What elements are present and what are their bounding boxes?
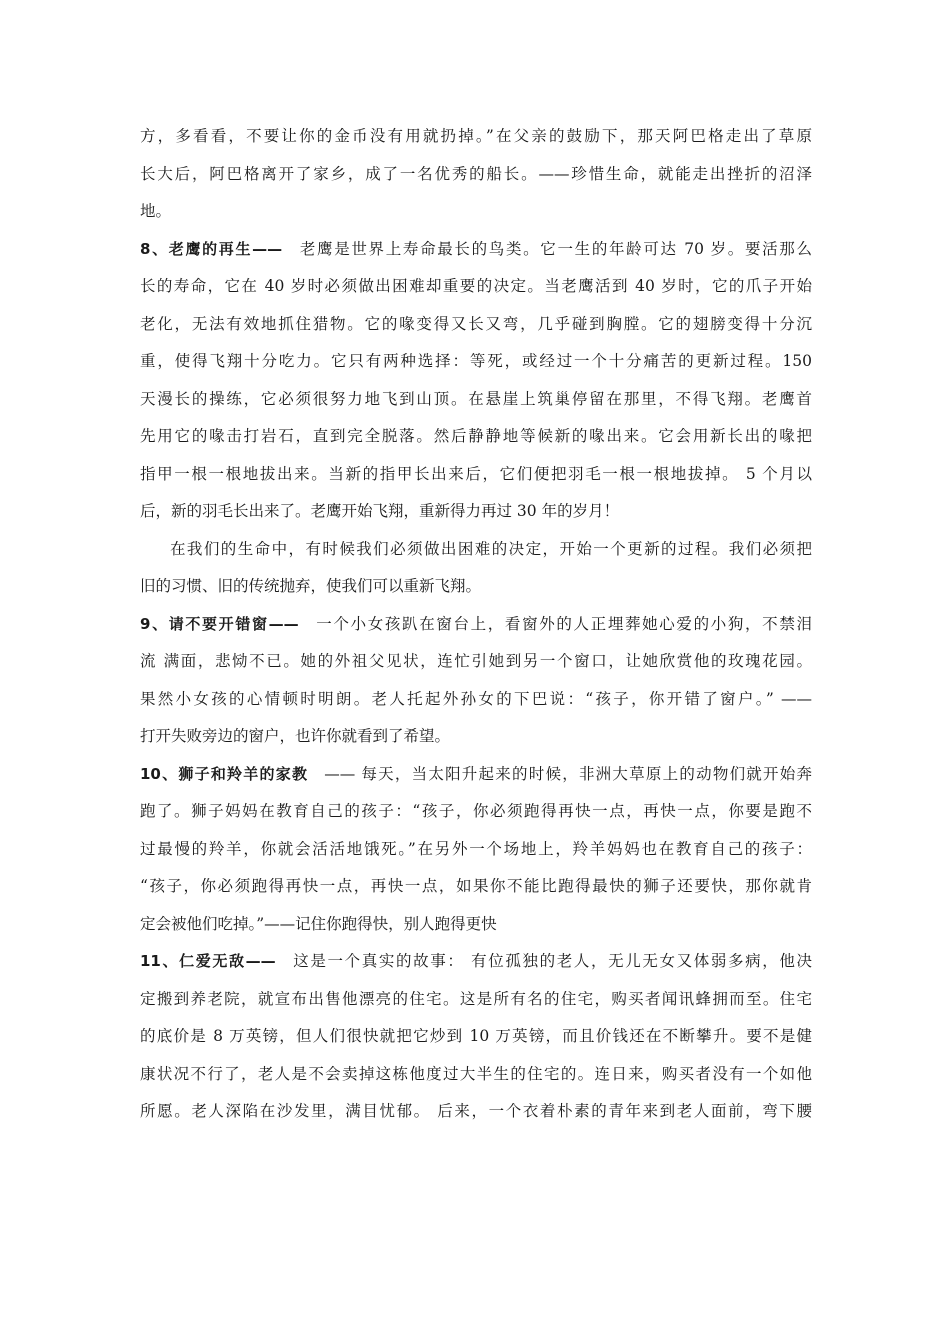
paragraph-line: 打开失败旁边的窗户，也许你就看到了希望。 bbox=[140, 727, 451, 745]
story-9-title: 9、请不要开错窗—— bbox=[140, 614, 299, 633]
story-10-first-line bbox=[140, 756, 812, 794]
paragraph-line: 后，新的羽毛长出来了。老鹰开始飞翔，重新得力再过 30 年的岁月！ bbox=[140, 502, 620, 520]
paragraph-line: 康状况不行了，老人是不会卖掉这栋他度过大半生的住宅的。连日来，购买者没有一个如他 bbox=[140, 1064, 812, 1083]
paragraph-line: 过最慢的羚羊，你就会活活地饿死。”在另外一个场地上，羚羊妈妈也在教育自己的孩子： bbox=[140, 839, 812, 858]
paragraph-line: 跑了。狮子妈妈在教育自己的孩子：“孩子，你必须跑得再快一点，再快一点，你要是跑不 bbox=[140, 802, 812, 820]
paragraph-line: 方，多看看，不要让你的金币没有用就扔掉。”在父亲的鼓励下，那天阿巴格走出了草原 bbox=[140, 127, 812, 145]
paragraph-text: 老鹰是世界上寿命最长的鸟类。它一生的年龄可达 70 岁。要活那么 bbox=[298, 239, 812, 258]
paragraph-line: 定会被他们吃掉。”——记住你跑得快，别人跑得更快 bbox=[140, 914, 497, 933]
paragraph-line: 长的寿命，它在 40 岁时必须做出困难却重要的决定。当老鹰活到 40 岁时，它的爪子开始 bbox=[140, 277, 812, 295]
paragraph-line: 流 满面，悲恸不已。她的外祖父见状，连忙引她到另一个窗口，让她欣赏他的玫瑰花园。 bbox=[140, 652, 812, 670]
paragraph-line: 先用它的喙击打岩石，直到完全脱落。然后静静地等候新的喙出来。它会用新长出的喙把 bbox=[140, 427, 812, 445]
document-page bbox=[140, 118, 812, 1131]
paragraph-line: 天漫长的操练，它必须很努力地飞到山顶。在悬崖上筑巢停留在那里，不得飞翔。老鹰首 bbox=[140, 389, 812, 408]
paragraph-line: 果然小女孩的心情顿时明朗。老人托起外孙女的下巴说：“孩子，你开错了窗户。” —— bbox=[140, 689, 812, 708]
paragraph-line: 定搬到养老院，就宣布出售他漂亮的住宅。这是所有名的住宅，购买者闻讯蜂拥而至。住宅 bbox=[140, 989, 812, 1008]
paragraph-line: 地。 bbox=[140, 202, 172, 220]
paragraph-line: 长大后，阿巴格离开了家乡，成了一名优秀的船长。——珍惜生命，就能走出挫折的沼泽 bbox=[140, 164, 812, 183]
paragraph-text: 一个小女孩趴在窗台上，看窗外的人正埋葬她心爱的小狗，不禁泪 bbox=[314, 614, 812, 633]
paragraph-line: 旧的习惯、旧的传统抛弃，使我们可以重新飞翔。 bbox=[140, 577, 482, 595]
paragraph-line: 重，使得飞翔十分吃力。它只有两种选择：等死，或经过一个十分痛苦的更新过程。150 bbox=[140, 352, 812, 370]
paragraph-text: —— 每天，当太阳升起来的时候，非洲大草原上的动物们就开始奔 bbox=[324, 764, 812, 783]
story-10-title: 10、狮子和羚羊的家教 bbox=[140, 764, 309, 783]
paragraph-line: 指甲一根一根地拔出来。当新的指甲长出来后，它们便把羽毛一根一根地拔掉。 5 个月以 bbox=[140, 464, 812, 483]
story-11-first-line bbox=[140, 943, 812, 981]
paragraph-line: 的底价是 8 万英镑，但人们很快就把它炒到 10 万英镑，而且价钱还在不断攀升。要不是健 bbox=[140, 1027, 812, 1045]
paragraph-line: “孩子，你必须跑得再快一点，再快一点，如果你不能比跑得最快的狮子还要快，那你就肯 bbox=[140, 877, 812, 895]
paragraph-line: 老化，无法有效地抓住猎物。它的喙变得又长又弯，几乎碰到胸膛。它的翅膀变得十分沉 bbox=[140, 314, 812, 333]
story-11-title: 11、仁爱无敌—— bbox=[140, 952, 276, 970]
story-8-first-line bbox=[140, 231, 812, 269]
story-8-title: 8、老鹰的再生—— bbox=[140, 239, 283, 258]
paragraph-text: 这是一个真实的故事： 有位孤独的老人，无儿无女又体弱多病，他决 bbox=[291, 952, 812, 970]
story-9-first-line bbox=[140, 606, 812, 644]
paragraph-line: 所愿。老人深陷在沙发里，满目忧郁。 后来，一个衣着朴素的青年来到老人面前，弯下腰 bbox=[140, 1102, 812, 1120]
paragraph-line: 在我们的生命中，有时候我们必须做出困难的决定，开始一个更新的过程。我们必须把 bbox=[170, 539, 812, 558]
